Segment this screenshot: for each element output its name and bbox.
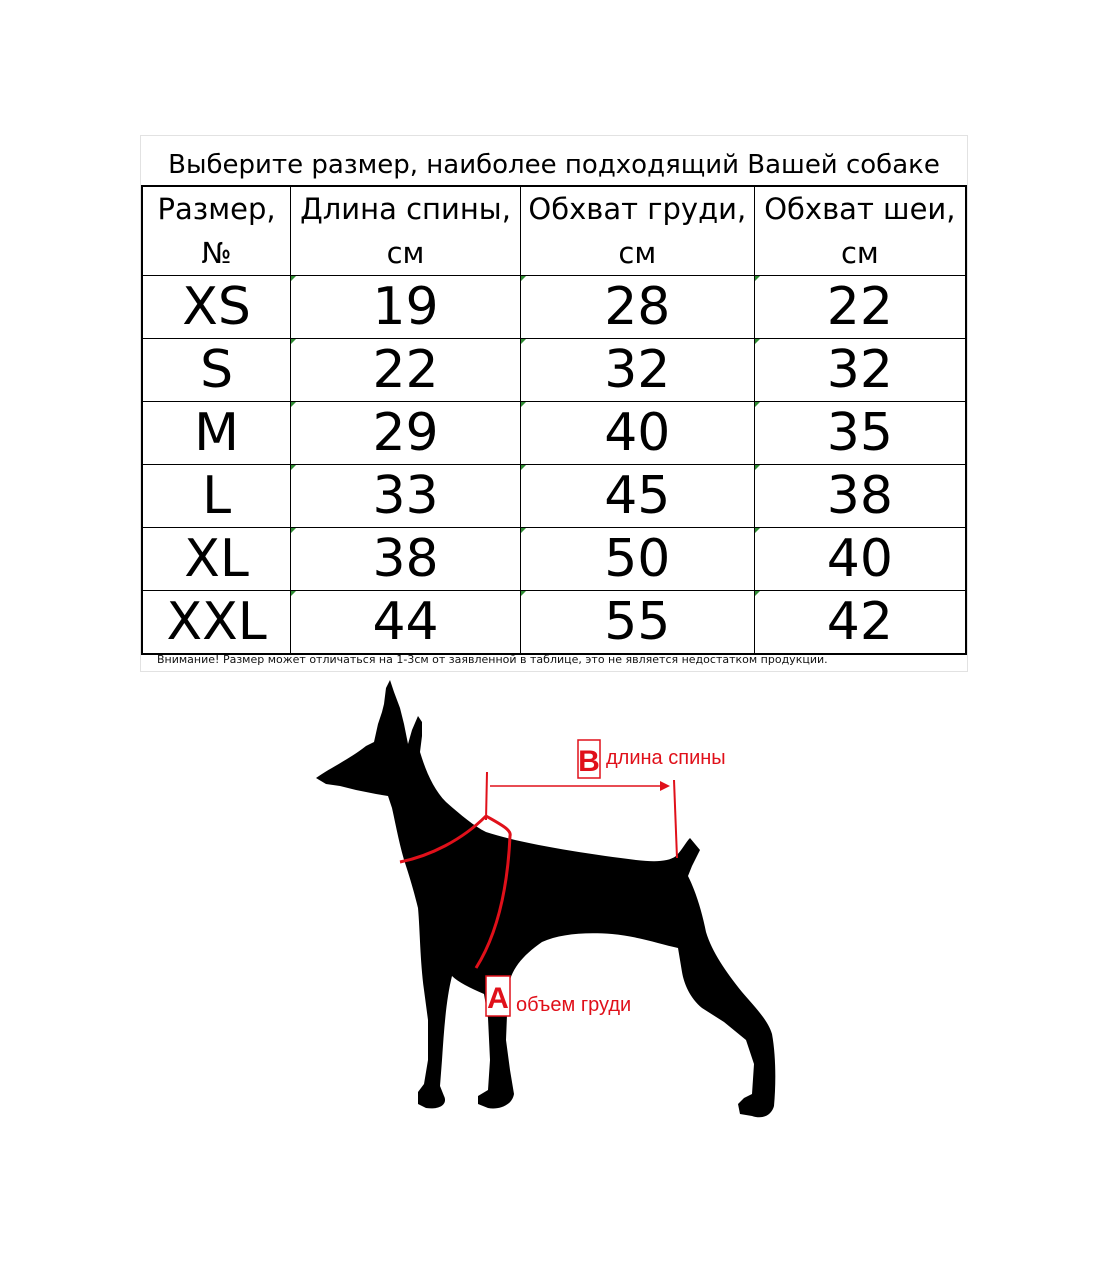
header-unit: см	[618, 236, 657, 270]
back-length-cell: 29	[291, 402, 521, 465]
table-row	[142, 276, 966, 339]
header-label: Обхват груди,	[528, 192, 747, 226]
size-cell: XL	[142, 528, 291, 591]
size-cell: M	[142, 402, 291, 465]
header-unit: №	[201, 236, 232, 270]
table-row	[142, 339, 966, 402]
back-length-cell: 44	[291, 591, 521, 655]
arrowhead-icon	[660, 781, 670, 791]
neck-girth-cell: 35	[754, 402, 966, 465]
back-length-cell: 38	[291, 528, 521, 591]
back-length-cell: 33	[291, 465, 521, 528]
table-row	[142, 465, 966, 528]
chest-girth-cell: 45	[520, 465, 754, 528]
label-b-letter: B	[578, 745, 600, 778]
neck-girth-cell: 38	[754, 465, 966, 528]
chart-title: Выберите размер, наиболее подходящий Вашей собаке	[168, 150, 940, 180]
measurement-diagram	[300, 676, 800, 1136]
neck-girth-cell: 32	[754, 339, 966, 402]
label-back-length	[578, 740, 726, 778]
header-unit: см	[840, 236, 879, 270]
chest-girth-cell: 32	[520, 339, 754, 402]
header-label: Размер,	[157, 192, 276, 226]
size-table	[141, 185, 967, 655]
size-chart	[140, 135, 968, 672]
header-chest-girth	[520, 186, 754, 276]
footnote: Внимание! Размер может отличаться на 1-3см от заявленной в таблице, это не является недостатком продукции.	[157, 653, 828, 666]
table-row	[142, 528, 966, 591]
back-length-right-mark	[674, 780, 677, 858]
table-row	[142, 402, 966, 465]
chest-girth-cell: 28	[520, 276, 754, 339]
size-cell: XS	[142, 276, 291, 339]
label-b-text: длина спины	[606, 747, 726, 769]
label-chest	[486, 976, 631, 1016]
header-back-length	[291, 186, 521, 276]
chest-girth-cell: 40	[520, 402, 754, 465]
chest-girth-cell: 50	[520, 528, 754, 591]
chest-girth-cell: 55	[520, 591, 754, 655]
neck-girth-cell: 40	[754, 528, 966, 591]
header-unit: см	[386, 236, 425, 270]
size-cell: S	[142, 339, 291, 402]
back-length-cell: 19	[291, 276, 521, 339]
back-length-cell: 22	[291, 339, 521, 402]
back-length-left-mark	[486, 772, 487, 820]
label-a-text: объем груди	[516, 994, 632, 1016]
doberman-silhouette-icon	[316, 680, 775, 1117]
table-row	[142, 591, 966, 655]
neck-girth-cell: 22	[754, 276, 966, 339]
table-header-row	[142, 186, 966, 276]
size-cell: L	[142, 465, 291, 528]
label-a-letter: A	[487, 982, 509, 1015]
header-label: Обхват шеи,	[764, 192, 956, 226]
neck-girth-cell: 42	[754, 591, 966, 655]
size-cell: XXL	[142, 591, 291, 655]
header-size	[142, 186, 291, 276]
header-label: Длина спины,	[300, 192, 511, 226]
header-neck-girth	[754, 186, 966, 276]
